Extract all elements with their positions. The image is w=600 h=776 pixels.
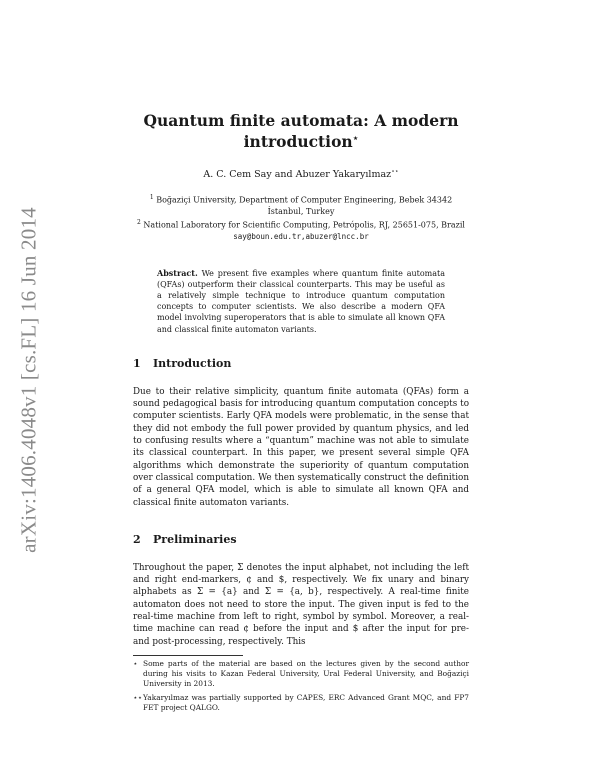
author-list: [133, 168, 469, 180]
arxiv-stamp-text: arXiv:1406.4048v1 [cs.FL] 16 Jun 2014: [16, 207, 41, 553]
footnote-2: ⋆⋆ Yakaryılmaz was partially supported by CAPES, ERC Advanced Grant MQC, and FP7 FET project QALGO.: [133, 692, 469, 712]
section-heading-introduction: 1 Introduction: [133, 356, 232, 370]
arxiv-stamp: [8, 200, 50, 560]
abstract: [157, 268, 445, 335]
affiliation-1: $^1$ Boğaziçi University, Department of Computer Engineering, Bebek 34342 İstanbul, Turkey: [149, 194, 453, 216]
affiliations: [133, 192, 469, 230]
title-footnote-mark: ⋆: [352, 134, 359, 144]
author-emails: say@boun.edu.tr,abuzer@lncc.br: [233, 231, 369, 241]
paper-page: [133, 0, 469, 713]
paper-title: [133, 111, 469, 151]
introduction-paragraph: Due to their relative simplicity, quantum finite automata (QFAs) form a sound pedagogical basis for introducing quantum computation concepts to computer scientists. Early QFA models were problematic, in the sense that they did not embody the full power provided by quantum physics, and led to confusing results where a “quantum” machine was not able to simulate its classical counterpart. In this paper, we present several simple QFA algorithms which demonstrate the superiority of quantum computation over classical computation. We then systematically construct the definition of a general QFA model, which is able to simulate all known QFA and classical finite automaton variants.: [133, 386, 469, 508]
preliminaries-paragraph: Throughout the paper, Σ denotes the input alphabet, not including the left and right end-markers, ¢ and $, respectively. We fix unary and binary alphabets as Σ = {a} and Σ = {a, b}, respectively. A real-time finite automaton does not need to store the input. The given input is fed to the real-time machine from left to right, symbol by symbol. Moreover, a real-time machine can read ¢ before the input and $ after the input for pre- and post-processing, respectively. This: [133, 562, 469, 647]
footnote-divider: [133, 655, 243, 656]
author-names: A. C. Cem Say and Abuzer Yakaryılmaz: [203, 169, 392, 181]
affiliation-2: $^2$ National Laboratory for Scientific Computing, Petrópolis, RJ, 25651-075, Brazil: [137, 218, 465, 230]
author-footnote-mark: ⋆⋆: [391, 168, 399, 176]
footnote-1: ⋆ Some parts of the material are based on the lectures given by the second author during his visits to Kazan Federal University, Ural Federal University, and Boğaziçi University in 2013.: [133, 658, 469, 689]
paper-title-text: Quantum finite automata: A modern introduction: [143, 111, 459, 152]
abstract-text: We present five examples where quantum finite automata (QFAs) outperform their classical counterparts. This may be useful as a relatively simple technique to introduce quantum computation concepts to computer scientists. We also describe a modern QFA model involving superoperators that is able to simulate all known QFA and classical finite automaton variants.: [157, 268, 445, 334]
abstract-label: Abstract.: [157, 267, 198, 278]
section-heading-preliminaries: 2 Preliminaries: [133, 532, 237, 546]
